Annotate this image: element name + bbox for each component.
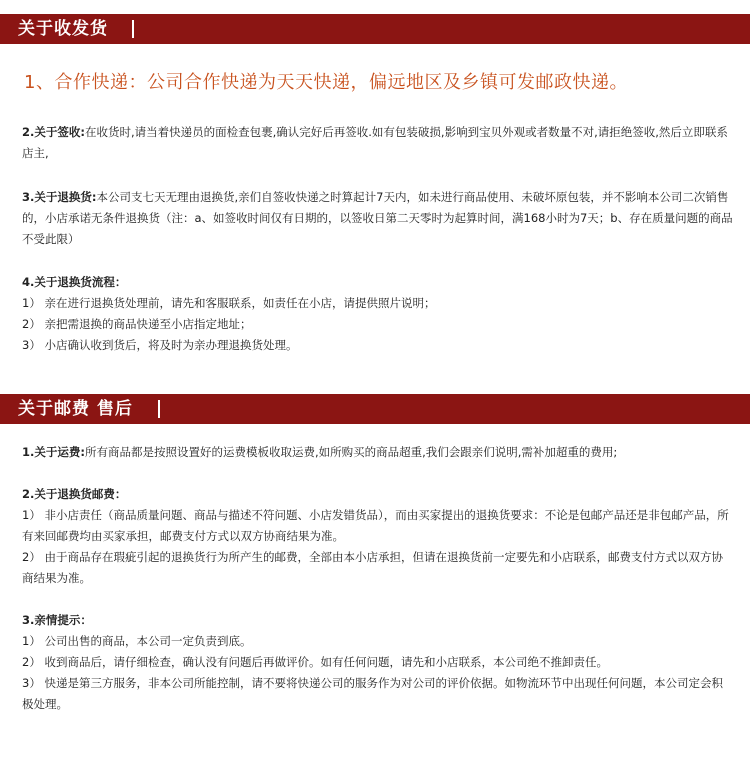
freight-heading: 1.关于运费: bbox=[22, 445, 85, 459]
freight-section bbox=[22, 442, 734, 463]
freight-text: 所有商品都是按照设置好的运费模板收取运费,如所购买的商品超重,我们会跟亲们说明,需补加超重的费用; bbox=[84, 445, 618, 459]
sign-text: 在收货时,请当着快递员的面检查包裹,确认完好后再签收.如有包装破损,影响到宝贝外观或者数量不对,请拒绝签收,然后立即联系店主, bbox=[22, 125, 728, 160]
tips-section bbox=[22, 610, 734, 715]
courier-notice: 1、合作快递：公司合作快递为天天快递，偏远地区及乡镇可发邮政快递。 bbox=[24, 72, 628, 93]
list-item: 1） 亲在进行退换货处理前，请先和客服联系，如责任在小店，请提供照片说明； bbox=[22, 296, 436, 310]
banner-divider bbox=[132, 20, 134, 38]
list-item: 2） 收到商品后，请仔细检查，确认没有问题后再做评价。如有任何问题，请先和小店联系，本公司绝不推卸责任。 bbox=[22, 655, 608, 669]
process-section bbox=[22, 272, 734, 356]
list-item: 2） 亲把需退换的商品快递至小店指定地址； bbox=[22, 317, 252, 331]
section-banner-shipping bbox=[0, 14, 750, 44]
return-section bbox=[22, 187, 734, 250]
list-item: 1） 公司出售的商品，本公司一定负责到底。 bbox=[22, 634, 252, 648]
sign-heading: 2.关于签收: bbox=[22, 125, 85, 139]
return-heading: 3.关于退换货: bbox=[22, 190, 97, 204]
return-fee-heading: 2.关于退换货邮费： bbox=[22, 487, 127, 501]
return-text: 本公司支七天无理由退换货,亲们自签收快递之时算起计7天内，如未进行商品使用、未破坏原包装，并不影响本公司二次销售的，小店承诺无条件退换货（注：a、如签收时间仅有日期的，以签收日第二天零时为起算时间，满168小时为7天；b、存在质量问题的商品不受此限） bbox=[22, 190, 733, 246]
section-title: 关于收发货 bbox=[18, 19, 108, 39]
list-item: 2） 由于商品存在瑕疵引起的退换货行为所产生的邮费，全部由本小店承担，但请在退换货前一定要先和小店联系，邮费支付方式以双方协商结果为准。 bbox=[22, 550, 723, 585]
sign-section bbox=[22, 122, 734, 164]
section-title: 关于邮费 售后 bbox=[18, 399, 133, 419]
list-item: 1） 非小店责任（商品质量问题、商品与描述不符问题、小店发错货品），而由买家提出的退换货要求：不论是包邮产品还是非包邮产品，所有来回邮费均由买家承担，邮费支付方式以双方协商结果为准。 bbox=[22, 508, 729, 543]
banner-divider bbox=[158, 400, 160, 418]
section-banner-fees bbox=[0, 394, 750, 424]
list-item: 3） 小店确认收到货后，将及时为亲办理退换货处理。 bbox=[22, 338, 298, 352]
process-heading: 4.关于退换货流程： bbox=[22, 275, 127, 289]
list-item: 3） 快递是第三方服务，非本公司所能控制，请不要将快递公司的服务作为对公司的评价依据。如物流环节中出现任何问题，本公司定会积极处理。 bbox=[22, 676, 723, 711]
return-fee-section bbox=[22, 484, 734, 589]
tips-heading: 3.亲情提示： bbox=[22, 613, 92, 627]
